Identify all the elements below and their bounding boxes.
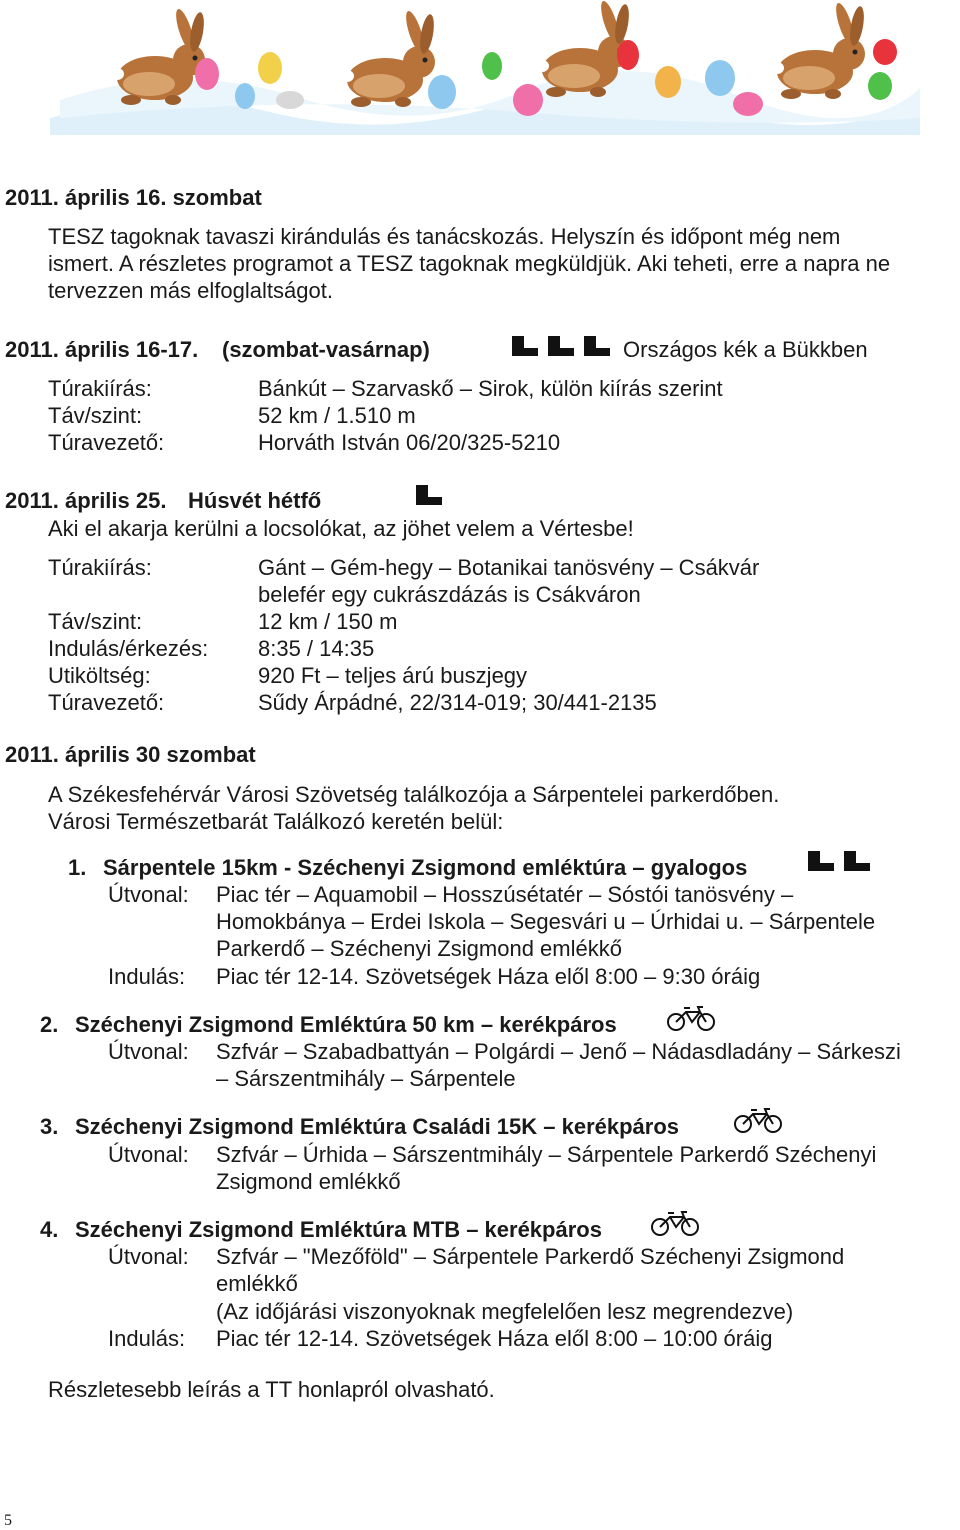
event-text: TESZ tagoknak tavaszi kirándulás és tanácskozás. Helyszín és időpont még nem	[48, 224, 841, 249]
value: belefér egy cukrászdázás is Csákváron	[258, 582, 641, 607]
route-text: – Sárszentmihály – Sárpentele	[216, 1066, 516, 1091]
boot-icon	[510, 334, 618, 358]
boot-icon	[806, 849, 878, 875]
route-text: Homokbánya – Erdei Iskola – Segesvári u – Úrhidai u. – Sárpentele	[216, 909, 876, 934]
event-date: 2011. április 30 szombat	[5, 742, 256, 767]
start-text: Piac tér 12-14. Szövetségek Háza elől 8:00 – 10:00 óráig	[216, 1326, 773, 1351]
event-text: ismert. A részletes programot a TESZ tagoknak megküldjük. Aki teheti, erre a napra ne	[48, 251, 891, 276]
route-text: (Az időjárási viszonyoknak megfelelően lesz megrendezve)	[216, 1299, 794, 1324]
label: Utiköltség:	[48, 663, 151, 688]
route-text: Piac tér – Aquamobil – Hosszúsétatér – Sóstói tanösvény –	[216, 882, 794, 907]
label: Táv/szint:	[48, 609, 143, 634]
value: Horváth István 06/20/325-5210	[258, 430, 561, 455]
route-label: Útvonal:	[108, 1244, 189, 1269]
value: 12 km / 150 m	[258, 609, 398, 634]
label: Indulás/érkezés:	[48, 636, 209, 661]
value: 920 Ft – teljes árú buszjegy	[258, 663, 528, 688]
item-title: Széchenyi Zsigmond Emléktúra MTB – kerékpáros	[75, 1217, 602, 1242]
route-text: Szfvár – "Mezőföld" – Sárpentele Parkerdő Széchenyi Zsigmond	[216, 1244, 845, 1269]
footer-note: Részletesebb leírás a TT honlapról olvasható.	[48, 1377, 495, 1402]
route-text: Szfvár – Úrhida – Sárszentmihály – Sárpentele Parkerdő Széchenyi	[216, 1142, 877, 1167]
easter-banner	[40, 0, 930, 135]
value: Gánt – Gém-hegy – Botanikai tanösvény – Csákvár	[258, 555, 760, 580]
event-date: 2011. április 16. szombat	[5, 185, 262, 210]
item-number: 3.	[40, 1114, 59, 1139]
event-text: tervezzen más elfoglaltságot.	[48, 278, 333, 303]
route-label: Útvonal:	[108, 1039, 189, 1064]
value: Sűdy Árpádné, 22/314-019; 30/441-2135	[258, 690, 657, 715]
bicycle-icon	[666, 1004, 716, 1032]
item-title: Széchenyi Zsigmond Emléktúra 50 km – kerékpáros	[75, 1012, 617, 1037]
event-date: 2011. április 16-17.	[5, 337, 199, 362]
route-text: Szfvár – Szabadbattyán – Polgárdi – Jenő – Nádasdladány – Sárkeszi	[216, 1039, 901, 1064]
boot-icon	[414, 483, 448, 507]
item-number: 2.	[40, 1012, 59, 1037]
event-text: Aki el akarja kerülni a locsolókat, az jöhet velem a Vértesbe!	[48, 516, 634, 541]
event-date: 2011. április 25.	[5, 488, 167, 513]
route-label: Útvonal:	[108, 882, 189, 907]
label: Túravezető:	[48, 690, 165, 715]
bicycle-icon	[733, 1106, 783, 1134]
event-title: Országos kék a Bükkben	[623, 337, 868, 362]
route-text: Parkerdő – Széchenyi Zsigmond emlékkő	[216, 936, 622, 961]
event-day: (szombat-vasárnap)	[222, 337, 430, 362]
start-label: Indulás:	[108, 1326, 186, 1351]
event-title: Húsvét hétfő	[188, 488, 322, 513]
event-text: Városi Természetbarát Találkozó keretén belül:	[48, 809, 504, 834]
item-number: 1.	[68, 855, 87, 880]
route-text: emlékkő	[216, 1271, 298, 1296]
page-number: 5	[4, 1512, 12, 1529]
route-text: Zsigmond emlékkő	[216, 1169, 401, 1194]
value: 8:35 / 14:35	[258, 636, 375, 661]
bicycle-icon	[650, 1209, 700, 1237]
value: Bánkút – Szarvaskő – Sirok, külön kiírás szerint	[258, 376, 723, 401]
value: 52 km / 1.510 m	[258, 403, 416, 428]
label: Túrakiírás:	[48, 376, 152, 401]
item-title: Sárpentele 15km - Széchenyi Zsigmond emléktúra – gyalogos	[103, 855, 748, 880]
event-text: A Székesfehérvár Városi Szövetség találkozója a Sárpentelei parkerdőben.	[48, 782, 780, 807]
label: Túrakiírás:	[48, 555, 152, 580]
start-text: Piac tér 12-14. Szövetségek Háza elől 8:00 – 9:30 óráig	[216, 964, 761, 989]
label: Túravezető:	[48, 430, 165, 455]
start-label: Indulás:	[108, 964, 186, 989]
label: Táv/szint:	[48, 403, 143, 428]
route-label: Útvonal:	[108, 1142, 189, 1167]
item-number: 4.	[40, 1217, 59, 1242]
item-title: Széchenyi Zsigmond Emléktúra Családi 15K – kerékpáros	[75, 1114, 680, 1139]
